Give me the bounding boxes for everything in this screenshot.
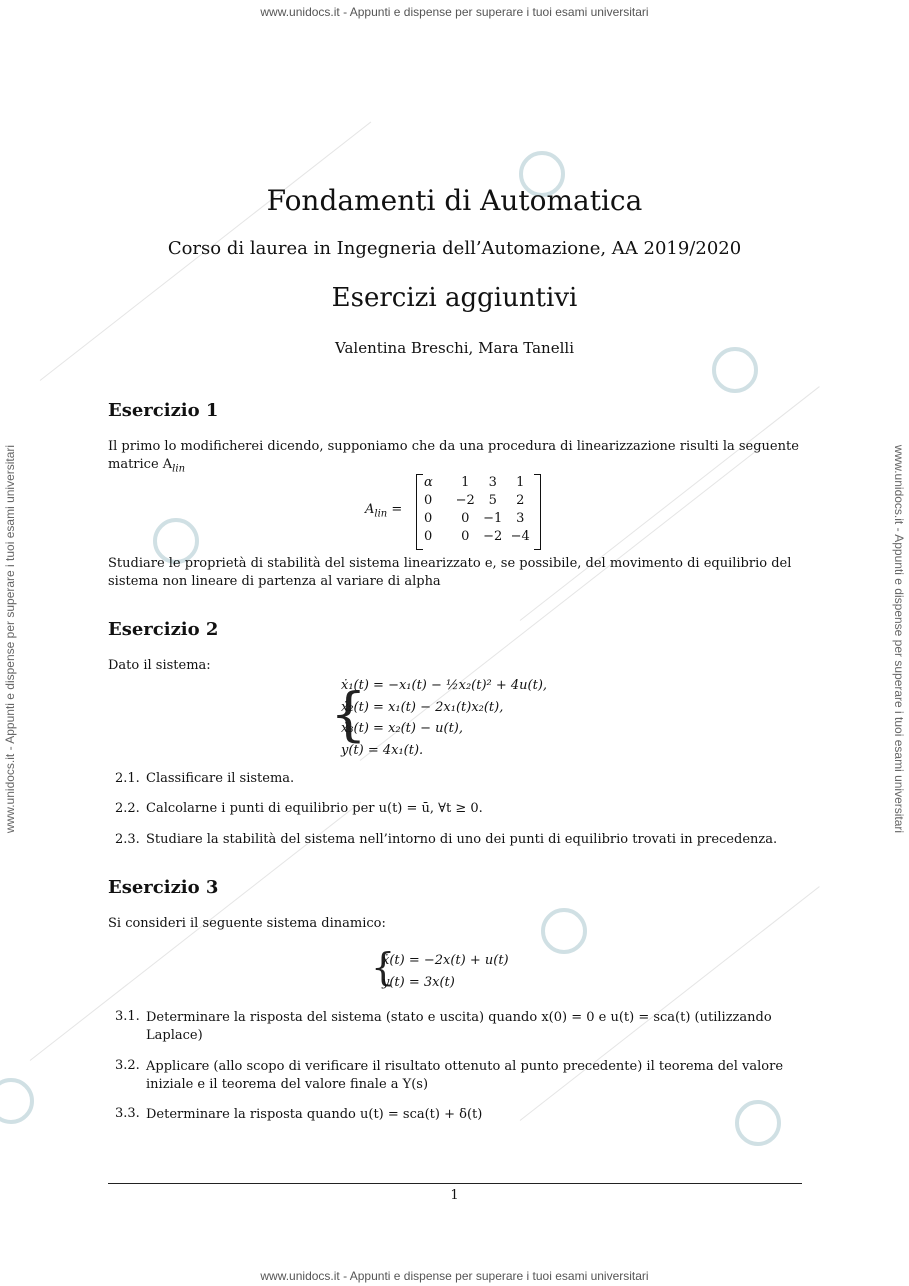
- matrix-label-sub: lin: [374, 508, 388, 520]
- matrix-cell: α: [424, 475, 433, 490]
- exercise-1-intro-sub: lin: [172, 463, 186, 475]
- item-text-line2: iniziale e il teorema del valore finale a Y(s): [146, 1077, 429, 1092]
- system-equation: ẋ(t) = −2x(t) + u(t): [382, 953, 509, 968]
- document-title: Fondamenti di Automatica: [266, 184, 643, 217]
- matrix-cell: −2: [455, 493, 475, 508]
- authors: Valentina Breschi, Mara Tanelli: [335, 339, 574, 357]
- item-text: Studiare la stabilità del sistema nell’intorno di uno dei punti di equilibrio trovati in precedenza.: [146, 832, 778, 847]
- system-equation: y(t) = 3x(t): [382, 974, 455, 990]
- matrix-equals: =: [391, 502, 403, 517]
- exercise-1-intro-line1: Il primo lo modificherei dicendo, supponiamo che da una procedura di linearizzazione risulti la seguente: [108, 439, 799, 454]
- matrix-cell: 0: [424, 529, 433, 544]
- exercise-1-outro-line1: Studiare le proprietà di stabilità del sistema linearizzato e, se possibile, del movimento di equilibrio del: [108, 556, 792, 571]
- item-number: 3.1.: [115, 1009, 140, 1024]
- exercise-2-heading: Esercizio 2: [108, 619, 219, 640]
- exercise-1-intro-text: matrice A: [108, 457, 173, 472]
- exercise-2-intro: Dato il sistema:: [108, 658, 211, 673]
- exercise-3-intro: Si consideri il seguente sistema dinamico:: [108, 916, 386, 931]
- document-subtitle: Esercizi aggiuntivi: [331, 283, 578, 313]
- watermark-left: www.unidocs.it - Appunti e dispense per superare i tuoi esami universitari: [3, 444, 17, 834]
- watermark-right: www.unidocs.it - Appunti e dispense per superare i tuoi esami universitari: [892, 444, 906, 834]
- matrix-cell: 0: [461, 529, 470, 544]
- system-equation: ẋ₂(t) = x₁(t) − 2x₁(t)x₂(t),: [341, 699, 504, 715]
- exercise-2-item-2: [115, 801, 483, 816]
- exercise-3-item-3: [115, 1106, 802, 1121]
- exercise-1-outro-line2: sistema non lineare di partenza al variare di alpha: [108, 574, 441, 589]
- matrix-grid: [422, 474, 534, 546]
- matrix-cell: −1: [483, 511, 503, 526]
- exercise-3-system: [382, 950, 509, 993]
- matrix-cell: 3: [488, 475, 497, 490]
- item-text: Calcolarne i punti di equilibrio per u(t) = ū, ∀t ≥ 0.: [146, 801, 483, 816]
- watermark-bottom: www.unidocs.it - Appunti e dispense per superare i tuoi esami universitari: [260, 1269, 649, 1283]
- matrix-cell: −2: [483, 529, 503, 544]
- matrix-cell: −4: [510, 529, 530, 544]
- item-number: 3.2.: [115, 1058, 140, 1073]
- watermark-top: www.unidocs.it - Appunti e dispense per superare i tuoi esami universitari: [260, 5, 649, 19]
- item-text-line2: Laplace): [146, 1028, 203, 1043]
- matrix-cell: 0: [461, 511, 470, 526]
- exercise-2-system: [341, 675, 547, 761]
- page-number: 1: [450, 1188, 459, 1203]
- system-brace: {: [330, 680, 367, 748]
- exercise-3-item-2: [115, 1058, 802, 1092]
- matrix-label: [365, 502, 402, 520]
- matrix-cell: 1: [516, 475, 525, 490]
- system-brace: {: [371, 945, 396, 989]
- system-equation: ẋ₁(t) = −x₁(t) − ½x₂(t)² + 4u(t),: [341, 678, 548, 693]
- course-subtitle: Corso di laurea in Ingegneria dell’Automazione, AA 2019/2020: [167, 238, 742, 259]
- matrix-cell: 0: [424, 511, 433, 526]
- item-text-line1: Determinare la risposta quando u(t) = sca(t) + δ(t): [146, 1107, 483, 1122]
- matrix-label-a: A: [365, 502, 375, 517]
- item-text-line1: Determinare la risposta del sistema (stato e uscita) quando x(0) = 0 e u(t) = sca(t) (utilizzando: [146, 1010, 772, 1025]
- unidocs-logo-icon: [0, 1078, 34, 1124]
- item-number: 2.3.: [115, 832, 140, 847]
- item-number: 2.1.: [115, 771, 140, 786]
- system-equation: ẋ₃(t) = x₂(t) − u(t),: [341, 721, 464, 736]
- exercise-1-heading: Esercizio 1: [108, 400, 219, 421]
- item-text: Classificare il sistema.: [146, 771, 295, 786]
- exercise-2-item-3: [115, 832, 778, 847]
- matrix-cell: 0: [424, 493, 433, 508]
- item-number: 3.3.: [115, 1106, 140, 1121]
- matrix-cell: 2: [516, 493, 525, 508]
- item-text-line1: Applicare (allo scopo di verificare il risultato ottenuto al punto precedente) il teorema del valore: [146, 1059, 784, 1074]
- item-number: 2.2.: [115, 801, 140, 816]
- matrix-right-bracket: [534, 474, 541, 550]
- exercise-2-item-1: [115, 771, 295, 786]
- footer-rule: [108, 1183, 802, 1184]
- exercise-3-heading: Esercizio 3: [108, 877, 219, 898]
- exercise-3-item-1: [115, 1009, 802, 1043]
- matrix-cell: 5: [488, 493, 497, 508]
- matrix-cell: 1: [461, 475, 470, 490]
- system-equation: y(t) = 4x₁(t).: [341, 742, 424, 758]
- matrix-cell: 3: [516, 511, 525, 526]
